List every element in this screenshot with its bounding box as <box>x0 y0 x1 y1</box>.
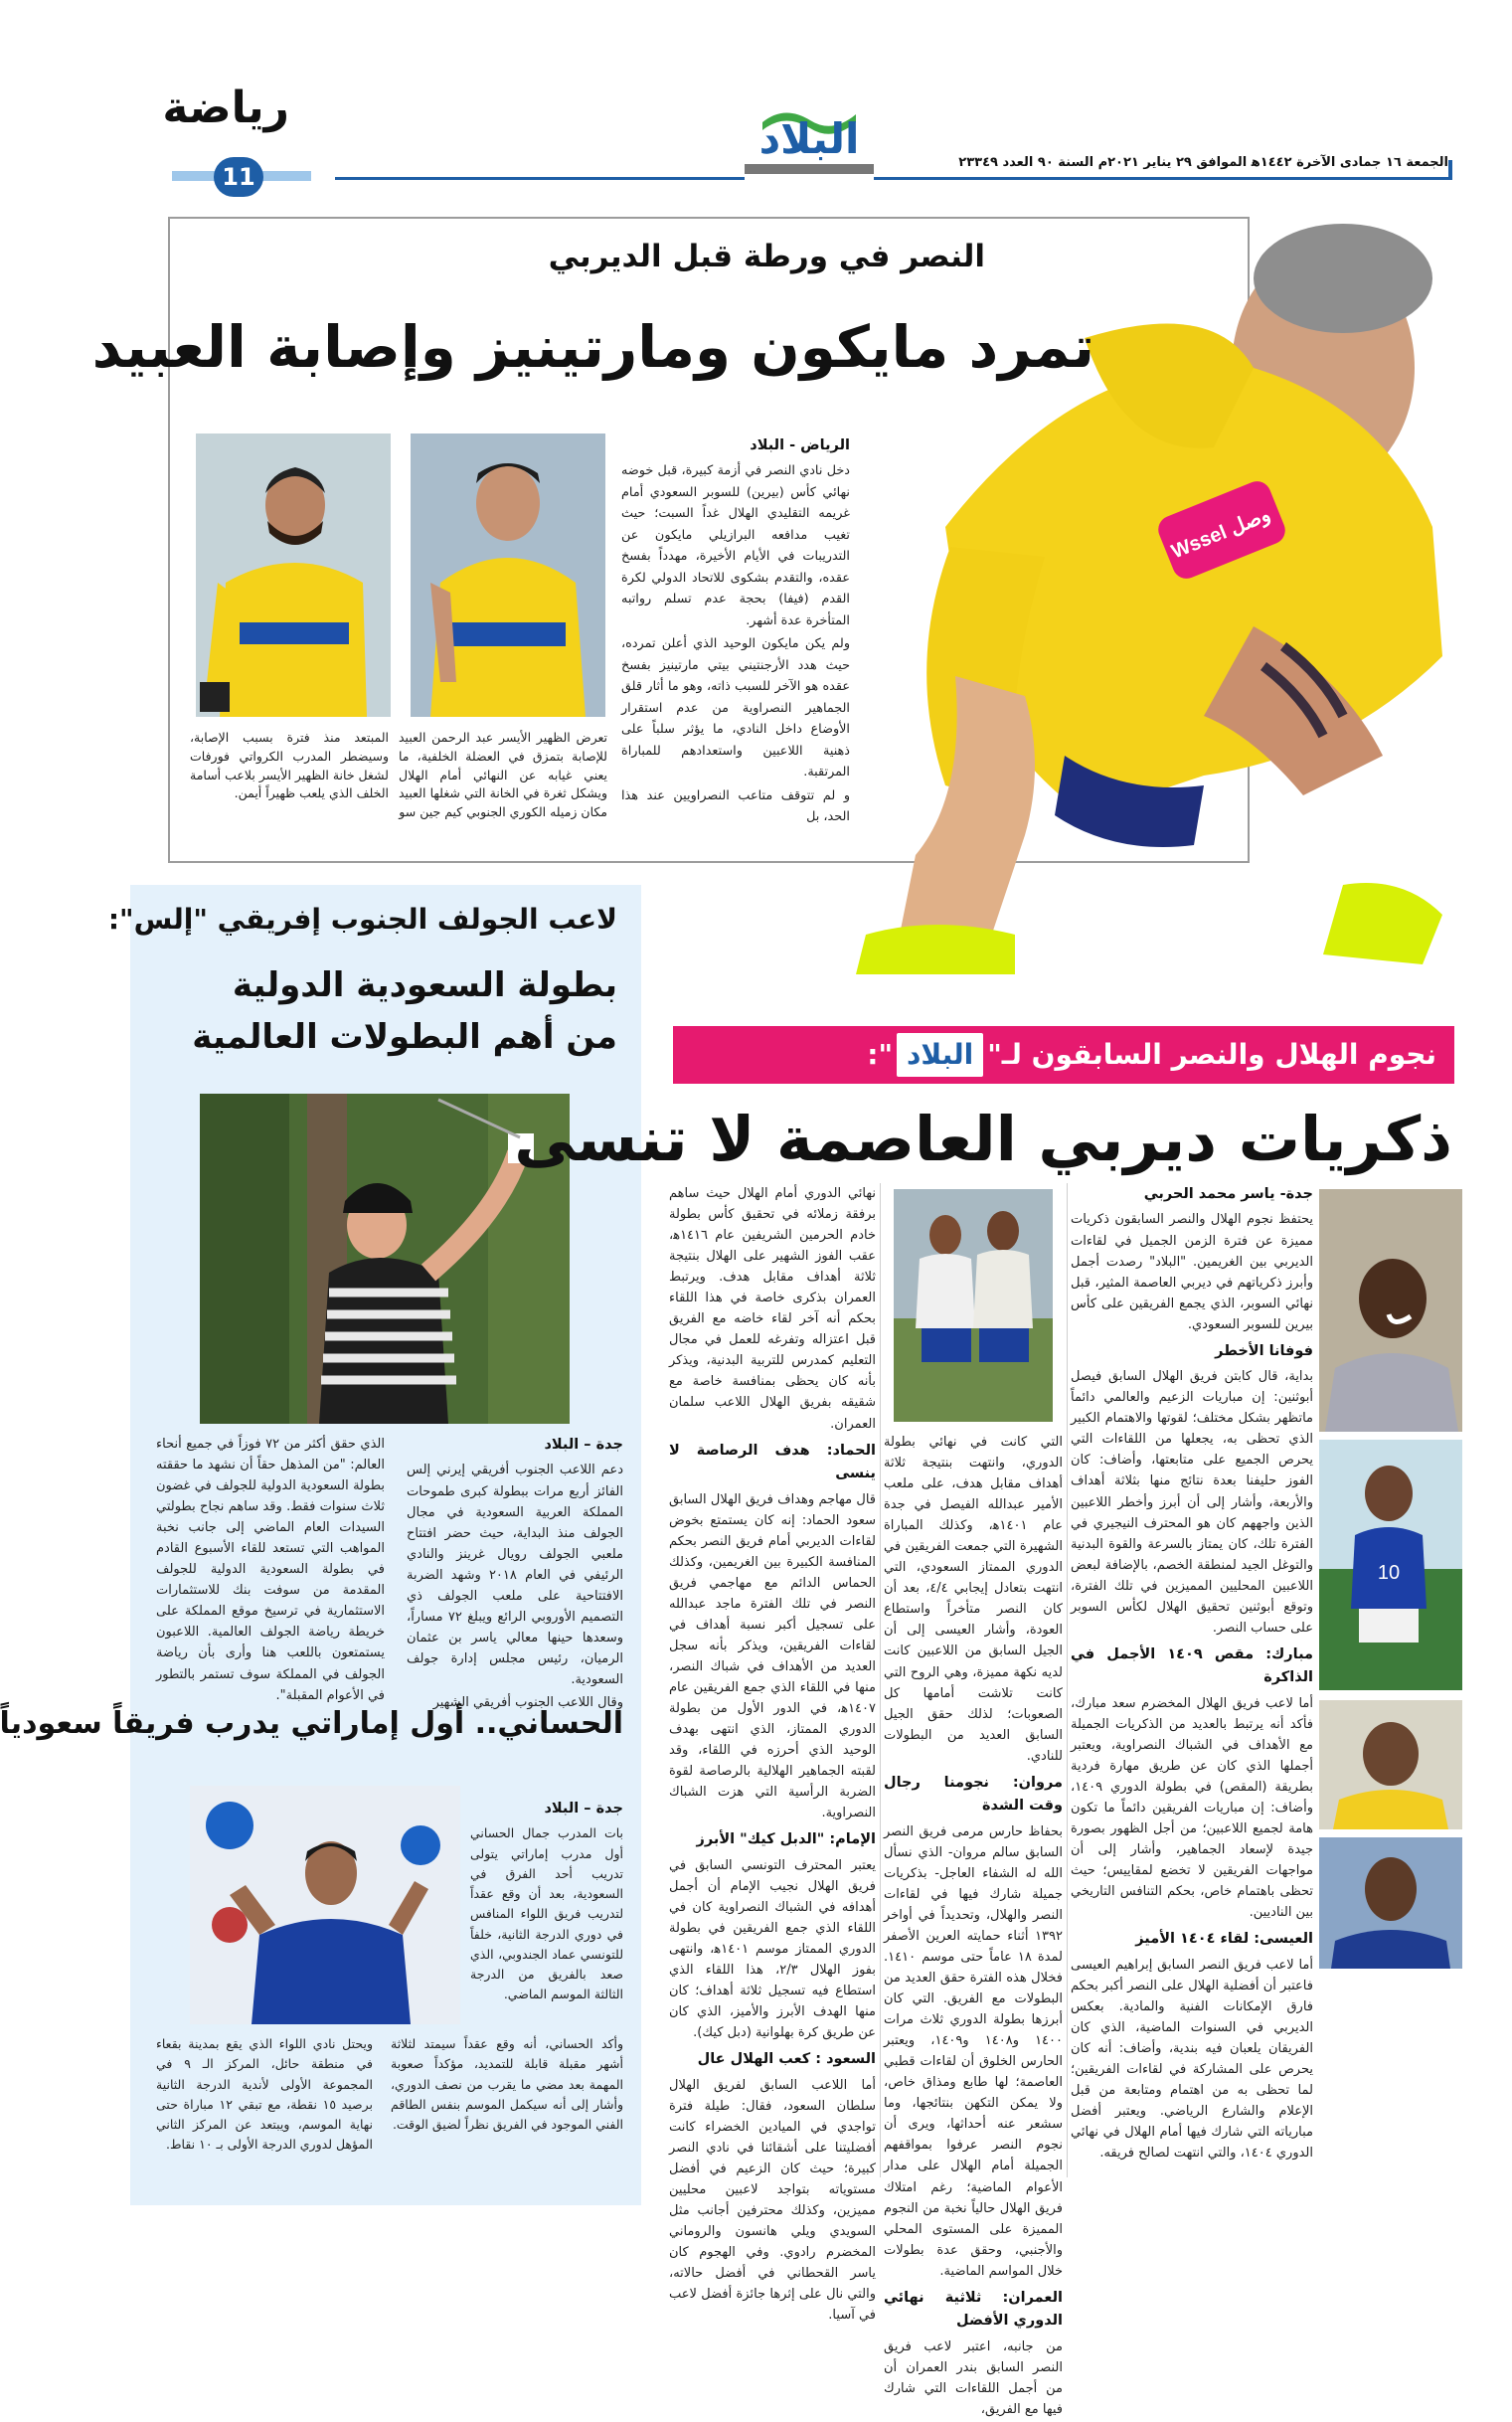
derby-photo-2 <box>1319 1440 1462 1690</box>
dateline-rule <box>1448 160 1452 178</box>
husaini-byline: جدة – البلاد <box>544 1801 623 1816</box>
derby-headline: ذكريات ديربي العاصمة لا تنسى <box>514 1103 1452 1175</box>
derby-photo-1 <box>1319 1189 1462 1432</box>
player2-illustration <box>196 433 391 717</box>
golf-headline: بطولة السعودية الدولية من أهم البطولات العالمية <box>192 965 617 1057</box>
husaini-col-right <box>470 1798 623 2007</box>
golf-paragraph: دعم اللاعب الجنوب أفريقي إيرني إلس الفائز أربع مرات ببطولة كبرى طموحات المملكة العربية السعودية في مجال الجولف منذ البداية، حيث حضر افتتاح ملعبي الجولف رويال غرينز والنادي الرئيفي في العام ٢٠١٨ وشهد الضربة الافتتاحية على ملعب الجولف ذي التصميم الأوروبي الرائع ويبلغ ٧٢ مساراً، وسعدها حينها معالي ياسر بن عثمان الرميان، رئيس مجلس إدارة جولف السعودية. <box>407 1463 624 1687</box>
derby-paragraph: يحتفظ نجوم الهلال والنصر السابقون ذكريات مميزة عن فترة الزمن الجميل في لقاءات الديربي بين الغريمين. "البلاد" رصدت أجمل وأبرز ذكرياتهم في ديربي العاصمة المثير، قبل نهائي السوبر، الذي يجمع الفريقين على كأس بيرين للسوبر السعودي. <box>1071 1212 1313 1332</box>
obeid-photo <box>411 433 605 717</box>
header-rule-right <box>874 177 1452 180</box>
golf-paragraph: الذي حقق أكثر من ٧٢ فوزاً في جميع أنحاء العالم: "من المذهل حقاً أن نشهد ما حققته بطولة السعودية الدولية للجولف في غضون ثلاث سنوات فقط. وقد ساهم نجاح بطولتي السيدات العام الماضي إلى جانب نخبة المواهب التي تستعد للقاء الأسبوع القادم في بطولة السعودية الدولية للجولف المقدمة من سوفت بنك للاستثمارات الاستثمارية في ترسيخ موقع المملكة على خريطة رياضة الجولف العالمية. اللاعبون يستمتعون باللعب هنا وأرى بأن رياضة الجولف في المملكة سوف تستمر بالتطور في الأعوام المقبلة". <box>156 1437 385 1703</box>
story1-body <box>621 433 850 830</box>
derby-subhead: مروان: نجومنا رجال وقت الشدة <box>884 1774 1063 1815</box>
column-rule <box>1067 1183 1068 2177</box>
derby-col-2 <box>884 1432 1063 2422</box>
story1-paragraph: ولم يكن مايكون الوحيد الذي أعلن تمرده، حيث هدد الأرجنتيني بيتي مارتينيز بفسخ عقده هو الآخر للسبب ذاته، وهو ما أثار قلق الجماهير النصراوية من عدم استقرار الأوضاع داخل النادي، ما يؤثر سلباً على ذهنية اللاعبين واستعدادهم للمباراة المرتقبة. <box>621 636 850 780</box>
derby-byline: جدة- ياسر محمد الحربي <box>1143 1186 1313 1202</box>
derby-paragraph: قال مهاجم وهداف فريق الهلال السابق سعود الحماد: إنه كان يستمتع بخوض لقاءات الديربي أمام فريق النصر بحكم المنافسة الكبيرة بين الغريمين، وكذلك الحماس الدائم مع مهاجمي فريق النصر في تلك الفترة ماجد عبدالله على تسجيل أكبر نسبة أهداف في لقاءات الفريقين، ويذكر بأنه سجل العديد من الأهداف في شباك النصر، منها في اللقاء الذي جمع الفريقين عام ١٤٠٧ﻫ، في الدور الأول من بطولة الدوري الممتاز، الذي انتهى بهدف الوحيد الذي أحرزه في اللقاء، وقد لقبته الجماهير الهلالية بالرصاصة لقوة الضربة الرأسية التي هزت الشباك النصراوية. <box>669 1491 876 1821</box>
story1-paragraph: و لم تتوقف متاعب النصراويين عند هذا الحد، بل <box>621 787 850 825</box>
obeid-caption: تعرض الظهير الأيسر عبد الرحمن العبيد للإصابة بتمزق في العضلة الخلفية، ما يعني غيابه عن النهائي أمام الهلال ويشكل ثغرة في الخانة التي شغلها العبيد مكان زميله الكوري الجنوبي كيم جين سو <box>399 730 607 819</box>
derby-kicker-prefix: نجوم الهلال والنصر السابقون لـ" <box>987 1038 1436 1071</box>
player-portrait-1 <box>1319 1189 1462 1432</box>
player-portrait-4 <box>1319 1837 1462 1969</box>
svg-text:10: 10 <box>1377 1562 1401 1584</box>
jersey-sponsor: وصل Wssel <box>1168 503 1274 564</box>
derby-kicker-suffix: ": <box>867 1038 894 1071</box>
story1-paragraph: دخل نادي النصر في أزمة كبيرة، قبل خوضه نهائي كأس (بيرين) للسوبر السعودي أمام غريمه التقليدي الهلال غداً السبت؛ حيث تغيب مدافعه البرازيلي مايكون عن التدريبات في الأيام الأخيرة، مهدداً بفسخ عقده، والتقدم بشكوى للاتحاد الدولي لكرة القدم (فيفا) بحجة عدم تسلم رواتبه المتأخرة عدة أشهر. <box>621 463 850 628</box>
derby-photo-4 <box>1319 1837 1462 1969</box>
derby-paragraph: بحفاظ حارس مرمى فريق النصر السابق سالم مروان- الذي نسأل الله له الشفاء العاجل- بذكريات جميلة شارك فيها في لقاءات النصر والهلال، وتحديداً في أواخر ١٣٩٢ أثناء حمايته العرين الأصفر لمدة ١٨ عاماً حتى موسم ١٤١٠. فخلال هذه الفترة حقق العديد من البطولات مع الفريق. التي كان أبرزها بطولة الدوري ثلاث مرات ١٤٠٠ و١٤٠٨ و١٤٠٩، ويعتبر الحارس الخلوق أن لقاءات قطبي العاصمة؛ لها طابع ومذاق خاص، ولا يمكن التكهن بنتائجها، وما سشعر عنه أحداثها، ويرى أن نجوم النصر عرفوا بمواقفهم الجميلة أمام الهلال على مدار الأعوام الماضية؛ رغم امتلاك فريق الهلال حالياً نخبة من النجوم المميزة على المستوى المحلي والأجنبي، وحقق عدة بطولات خلال المواسم الماضية. <box>884 1823 1063 2279</box>
story1-far-caption: المبتعد منذ فترة بسبب الإصابة، وسيضطر المدرب الكرواتي فورفات لشغل خانة الظهير الأيسر بلاعب أسامة الخلف الذي يلعب ظهيراً أيمن. <box>190 730 389 801</box>
husaini-photo <box>190 1786 460 2024</box>
derby-team-photo <box>894 1189 1053 1422</box>
husaini-paragraph: ويحتل نادي اللواء الذي يقع بمدينة بقعاء في منطقة حائل، المركز الـ ٩ في المجموعة الأولى لأندية الدرجة الثانية برصيد ١٥ نقطة، مع تبقي ١٢ مباراة حتى نهاية الموسم، ويبتعد عن المركز الثاني المؤهل لدوري الدرجة الأولى بـ ١٠ نقاط. <box>156 2036 373 2153</box>
husaini-paragraph: وأكد الحساني، أنه وقع عقداً سيمتد لثلاثة أشهر مقبلة قابلة للتمديد، مؤكداً صعوبة المهمة بعد مضي ما يقرب من نصف الدوري، وأشار إلى أنه سيكمل الموسم بنفس الطاقم الفني الموجود في الفريق نظراً لضيق الوقت. <box>391 2036 623 2132</box>
derby-paragraph: التي كانت في نهائي بطولة الدوري، وانتهت بنتيجة ثلاثة أهداف مقابل هدف، على ملعب الأمير عبدالله الفيصل في جدة عام ١٤٠١ﻫ، وكذلك المباراة الشهيرة التي جمعت الفريقين في الدوري الممتاز السعودي، التي انتهت بتعادل إيجابي ٤/٤، بعد أن كان النصر متأخراً واستطاع العودة، وأشار العيسى إلى أن الجيل السابق من اللاعبين كانت لديه نكهة مميزة، وهي الروح التي كانت تلاشت أمامها كل الصعوبات؛ لذلك حقق الجيل السابق العديد من البطولات للنادي. <box>884 1435 1063 1764</box>
derby-paragraph: نهائي الدوري أمام الهلال حيث ساهم برفقة زملائه في تحقيق كأس بطولة خادم الحرمين الشريفين عام ١٤١٦ﻫ، عقب الفوز الشهير على الهلال بنتيجة ثلاثة أهداف مقابل هدف. ويرتبط العمران بذكرى خاصة في هذا اللقاء بحكم أنه آخر لقاء خاضه مع الفريق قبل اعتزاله وتفرغه للعمل في مجال التعليم كمدرس للتربية البدنية، ويذكر بأنه كان يحظى بمنافسة خاصة مع شقيقه بفريق الهلال اللاعب سلمان العمران. <box>669 1186 876 1432</box>
derby-subhead: العيسى: لقاء ١٤٠٤ الأميز <box>1135 1931 1313 1948</box>
story1-kicker: النصر في ورطة قبل الديربي <box>548 239 985 274</box>
derby-paragraph: من جانبه، اعتبر لاعب فريق النصر السابق بندر العمران أن من أجمل اللقاءات التي شارك فيها مع الفريق، <box>884 2338 1063 2417</box>
golf-kicker: لاعب الجولف الجنوب إفريقي "إلس": <box>107 903 617 936</box>
golf-col-right <box>407 1434 623 1715</box>
husaini-col-bottom-right <box>391 2034 623 2137</box>
page-number: 11 <box>222 163 255 191</box>
derby-paragraph: أما لاعب فريق الهلال المخضرم سعد مبارك، فأكد أنه يرتبط بالعديد من الذكريات الجميلة مع الأهداف في الشباك النصراوية، ويعتبر أجملها الذي كان عن طريق مهارة فردية بطريقة (المقص) في بطولة الدوري ١٤٠٩، وأضاف: إن مباريات الفريقين دائماً ما تكون هامة لجميع اللاعبين؛ من أجل الظهور بصورة جيدة لإسعاد الجماهير، وأشار إلى أن مواجهات الفريقين لا تخضع لمقاييس؛ حيث تحظى باهتمام خاص، بحكم التنافس التاريخي بين الناديين. <box>1071 1695 1313 1921</box>
logo <box>745 94 874 176</box>
derby-col-3 <box>669 1183 876 2328</box>
logo-text: البلاد <box>758 114 860 163</box>
derby-subhead: الحماد: هدف الرصاصة لا ينسى <box>669 1442 876 1482</box>
player-portrait-3 <box>1319 1700 1462 1829</box>
player2-photo <box>196 433 391 717</box>
derby-paragraph: يعتبر المحترف التونسي السابق في فريق الهلال نجيب الإمام أن أجمل أهدافه في الشباك النصراوية كان في اللقاء الذي جمع الفريقين في بطولة الدوري الممتاز موسم ١٤٠١ﻫ، وانتهى بفوز الهلال ٢/٣، هذا اللقاء الذي استطاع فيه تسجيل ثلاثة أهداف؛ كان منها الهدف الأبرز والأميز، الذي كان عن طريق كرة بهلوانية (دبل كيك). <box>669 1857 876 2041</box>
page-number-badge <box>214 157 263 197</box>
dateline: الجمعة ١٦ جمادى الآخرة ١٤٤٢ﻫ الموافق ٢٩ يناير ٢٠٢١م السنة ٩٠ العدد ٢٣٣٤٩ <box>958 155 1448 170</box>
husaini-col-left <box>156 2034 373 2158</box>
golf-byline: جدة – البلاد <box>544 1437 623 1453</box>
derby-subhead: الإمام: "الدبل كيك" الأبرز <box>696 1831 876 1848</box>
derby-kicker-bar <box>673 1026 1454 1084</box>
derby-paragraph: بداية، قال كابتن فريق الهلال السابق فيصل أبوثنين: إن مباريات الزعيم والعالمي دائماً ماتظهر بشكل مختلف؛ لقوتها والاهتمام الكبير الذي تحظى به، يجعلها من اللقاءات التي يحرص الجميع على متابعتها، وأضاف: كان الفوز حليفنا بعدة نتائج منها بثلاثة أهداف والأربعة، وأشار إلى أن أبرز وأخطر اللاعبين الذين واجههم كان هو المحترف النيجيري في الفترة تلك، كان يمتاز بالسرعة والقوة البدنية والتوغل الجيد لمنطقة الخصم، بالإضافة لبعض اللاعبين المحليين المميزين في تلك الفترة، وتوقع أبوثنين تحقيق الهلال لكأس السوبر على حساب النصر. <box>1071 1369 1313 1636</box>
header-rule-left <box>335 177 745 180</box>
logo-underbar <box>745 164 874 174</box>
derby-paragraph: أما لاعب فريق النصر السابق إبراهيم العيسى فاعتبر أن أفضلية الهلال على النصر أكبر بحكم فارق الإمكانات الفنية والمادية. بعكس الديربي في السنوات الماضية، الذي كان الفريقان يلعبان فيه بندية، وأضاف: أنه كان يحرص على المشاركة في لقاءات الفريقين؛ لما تحظى به من اهتمام ومتابعة من قبل الإعلام والشارع الرياضي. ويعتبر أفضل مبارياته التي شارك فيها أمام الهلال في نهائي الدوري ١٤٠٤، والتي انتهت لصالح فريقه. <box>1071 1957 1313 2162</box>
story1-headline: تمرد مايكون ومارتينيز وإصابة العبيد <box>91 313 1094 381</box>
derby-subhead: العمران: ثلاثية نهائي الدوري الأفضل <box>884 2289 1063 2330</box>
derby-subhead: مبارك: مقص ١٤٠٩ الأجمل في الذاكرة <box>1071 1645 1313 1686</box>
section-title: رياضة <box>162 83 289 133</box>
derby-subhead: فوفانا الأخطر <box>1215 1342 1313 1359</box>
obeid-illustration <box>411 433 605 717</box>
golf-paragraph: وقال اللاعب الجنوب أفريقي الشهير <box>432 1695 623 1710</box>
derby-col-1 <box>1071 1183 1313 2165</box>
column-rule <box>880 1183 881 2177</box>
story1-byline: الرياض - البلاد <box>750 437 850 453</box>
player-portrait-2 <box>1319 1440 1462 1690</box>
husaini-headline: الحساني.. أول إماراتي يدرب فريقاً سعودياً <box>0 1706 623 1741</box>
husaini-illustration <box>190 1786 460 2024</box>
derby-kicker-logo: البلاد <box>897 1033 983 1077</box>
golf-col-left <box>156 1434 385 1708</box>
derby-photo-3 <box>1319 1700 1462 1829</box>
derby-subhead: السعود : كعب الهلال عال <box>697 2051 876 2068</box>
husaini-paragraph: بات المدرب جمال الحساني أول مدرب إماراتي يتولى تدريب أحد الفرق في السعودية، بعد أن وقع عقداً لتدريب فريق اللواء المنافس في دوري الدرجة الثانية، خلفاً للتونسي عماد الجندوبي، الذي صعد بالفريق من الدرجة الثالثة الموسم الماضي. <box>470 1825 623 2002</box>
team-photo-illustration <box>894 1189 1053 1422</box>
derby-paragraph: أما اللاعب السابق لفريق الهلال سلطان السعود، فقال: طيلة فترة تواجدي في الميادين الخضراء كانت أفضليتنا على أشقائنا في نادي النصر كبيرة؛ حيث كان الزعيم في أفضل مستوياته بتواجد لاعبين محليين مميزين، وكذلك محترفين أجانب مثل السويدي ويلي هانسون والروماني المخضرم رادوي. وفي الهجوم كان ياسر القحطاني في أفضل حالاته، والتي نال على إثرها جائزة أفضل لاعب في آسيا. <box>669 2077 876 2324</box>
